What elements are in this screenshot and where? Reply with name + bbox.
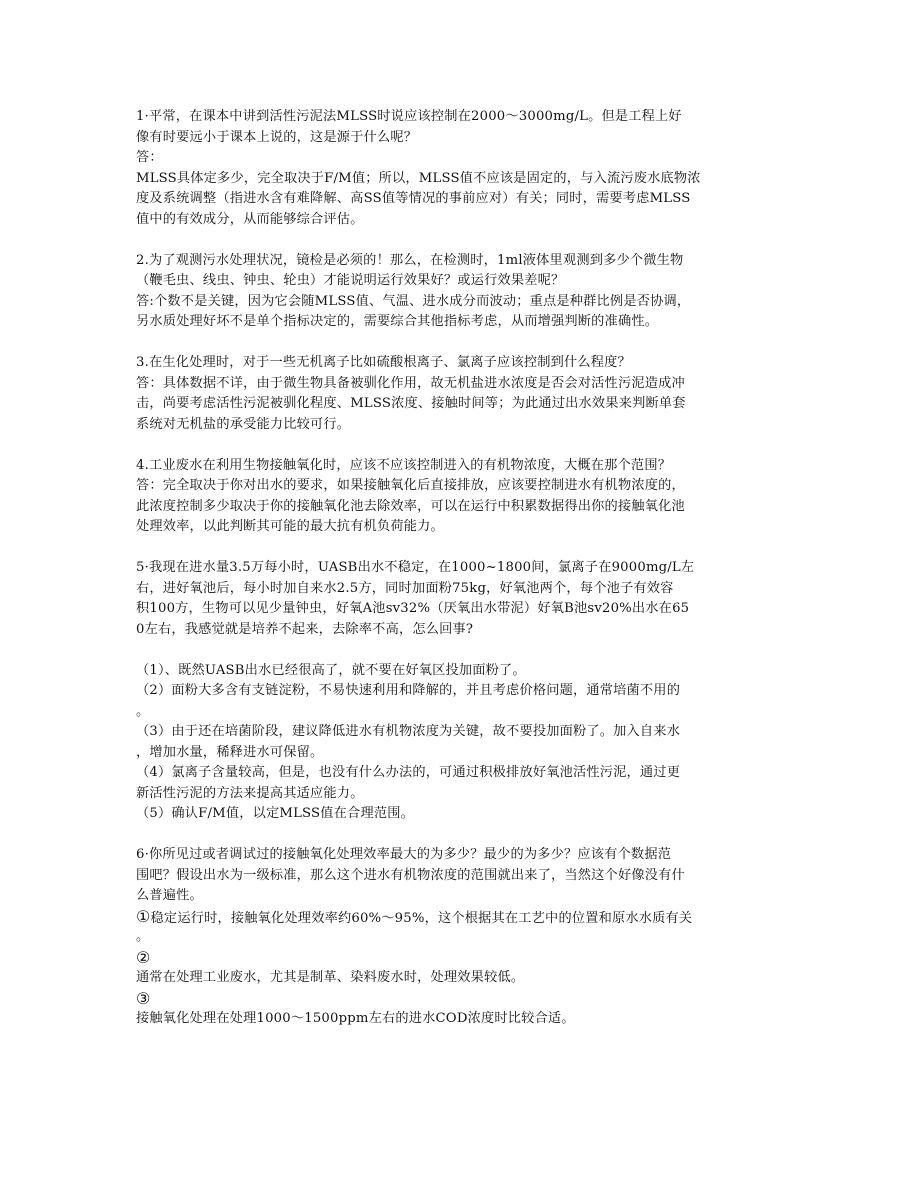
answer-6-point-2-text: 通常在处理工业废水，尤其是制革、染料废水时，处理效果较低。: [136, 970, 525, 985]
document-page: [136, 107, 788, 1030]
question-1: [136, 107, 788, 230]
answer-2-line: 答:个数不是关键，因为它会随MLSS值、气温、进水成分而波动；重点是种群比例是否协调，: [136, 293, 691, 309]
answer-4-line: 处理效率，以此判断其可能的最大抗有机负荷能力。: [136, 519, 444, 534]
question-3: [136, 353, 788, 435]
answer-5-line: （5）确认F/M值，以定MLSS值在合理范围。: [136, 806, 414, 821]
question-4: [136, 456, 788, 538]
answer-6-point-3-text: 接触氧化处理在处理1000～1500ppm左右的进水COD浓度时比较合适。: [136, 1011, 575, 1026]
paragraph-gap: [136, 333, 788, 354]
question-6: [136, 845, 788, 1030]
question-5: [136, 558, 788, 640]
paragraph-gap: [136, 640, 788, 661]
answer-4-line: 答：完全取决于你对出水的要求，如果接触氧化后直接排放，应该要控制进水有机物浓度的，: [136, 478, 685, 493]
answer-5-line: （4）氯离子含量较高，但是，也没有什么办法的，可通过积极排放好氧池活性污泥，通过更: [136, 765, 681, 780]
question-5-line: 5·我现在进水量3.5万每小时，UASB出水不稳定，在1000~1800间，氯离子在9000mg/L左: [136, 560, 695, 575]
answer-6-point-1: [136, 907, 788, 928]
answer-6-point-1-text: 稳定运行时，接触氧化处理效率约60%～95%，这个根据其在工艺中的位置和原水水质有关: [150, 910, 693, 926]
paragraph-gap: [136, 825, 788, 846]
question-6-line: 6·你所见过或者调试过的接触氧化处理效率最大的为多少？最少的为多少？应该有个数据范: [136, 847, 672, 862]
answer-2-line: 另水质处理好坏不是单个指标决定的，需要综合其他指标考虑，从而增强判断的准确性。: [136, 314, 659, 329]
answer-6-line: 。: [136, 929, 150, 944]
question-2-line: （鞭毛虫、线虫、钟虫、轮虫）才能说明运行效果好？或运行效果差呢？: [136, 273, 565, 288]
question-2-line: 2.为了观测污水处理状况，镜检是必须的！那么，在检测时，1ml液体里观测到多少个微生物: [136, 252, 684, 268]
paragraph-gap: [136, 538, 788, 559]
answer-5-line: （3）由于还在培菌阶段，建议降低进水有机物浓度为关键，故不要投加面粉了。加入自来水: [136, 724, 681, 739]
answer-1-line: 值中的有效成分，从而能够综合评估。: [136, 211, 364, 227]
question-1-line: 1·平常，在课本中讲到活性污泥法MLSS时说应该控制在2000～3000mg/L。但是工程上好: [136, 109, 682, 124]
question-5-line: 0左右，我感觉就是培养不起来，去除率不高，怎么回事?: [136, 621, 474, 637]
paragraph-gap: [136, 230, 788, 251]
answer-5-line: 新活性污泥的方法来提高其适应能力。: [136, 785, 364, 801]
answer-5-line: （2）面粉大多含有支链淀粉，不易快速利用和降解的，并且考虑价格问题，通常培菌不用的: [136, 683, 681, 698]
answer-3-line: 系统对无机盐的承受能力比较可行。: [136, 416, 351, 432]
question-1-line: 像有时要远小于课本上说的，这是源于什么呢？: [136, 129, 418, 145]
circled-number-3: ③: [136, 988, 151, 1008]
answer-3-line: 击，尚要考虑活性污泥被驯化程度、MLSS浓度、接触时间等；为此通过出水效果来判断单套: [136, 396, 686, 411]
answer-3-line: 答：具体数据不详，由于微生物具备被驯化作用，故无机盐进水浓度是否会对活性污泥造成冲: [136, 375, 685, 391]
answer-1-line: MLSS具体定多少，完全取决于F/M值；所以，MLSS值不应该是固定的，与入流污废水底物浓: [136, 170, 701, 186]
question-4-line: 4.工业废水在利用生物接触氧化时，应该不应该控制进入的有机物浓度，大概在那个范围？: [136, 457, 672, 473]
question-6-line: 么普遍性。: [136, 888, 203, 903]
circled-number-2: ②: [136, 947, 151, 967]
question-5-line: 右，进好氧池后，每小时加自来水2.5方，同时加面粉75kg，好氧池两个，每个池子有效容: [136, 580, 674, 596]
question-2: [136, 251, 788, 333]
answer-5-line: 。: [136, 703, 150, 719]
circled-number-1: ①: [136, 906, 151, 926]
answer-1-label: 答：: [136, 150, 163, 165]
question-3-line: 3.在生化处理时，对于一些无机离子比如硫酸根离子、氯离子应该控制到什么程度？: [136, 355, 631, 370]
paragraph-gap: [136, 435, 788, 456]
question-6-line: 围吧？假设出水为一级标准，那么这个进水有机物浓度的范围就出来了，当然这个好像没有什: [136, 867, 685, 883]
answer-5-line: （1）、既然UASB出水已经很高了，就不要在好氧区投加面粉了。: [136, 662, 526, 678]
answer-5: [136, 661, 788, 825]
answer-4-line: 此浓度控制多少取决于你的接触氧化池去除效率，可以在运行中积累数据得出你的接触氧化池: [136, 498, 685, 514]
question-5-line: 积100方，生物可以见少量钟虫，好氧A池sv32%（厌氧出水带泥）好氧B池sv20%出水在65: [136, 601, 690, 616]
answer-5-line: ，增加水量，稀释进水可保留。: [136, 744, 324, 760]
answer-1-line: 度及系统调整（指进水含有难降解、高SS值等情况的事前应对）有关；同时，需要考虑MLSS: [136, 191, 691, 206]
